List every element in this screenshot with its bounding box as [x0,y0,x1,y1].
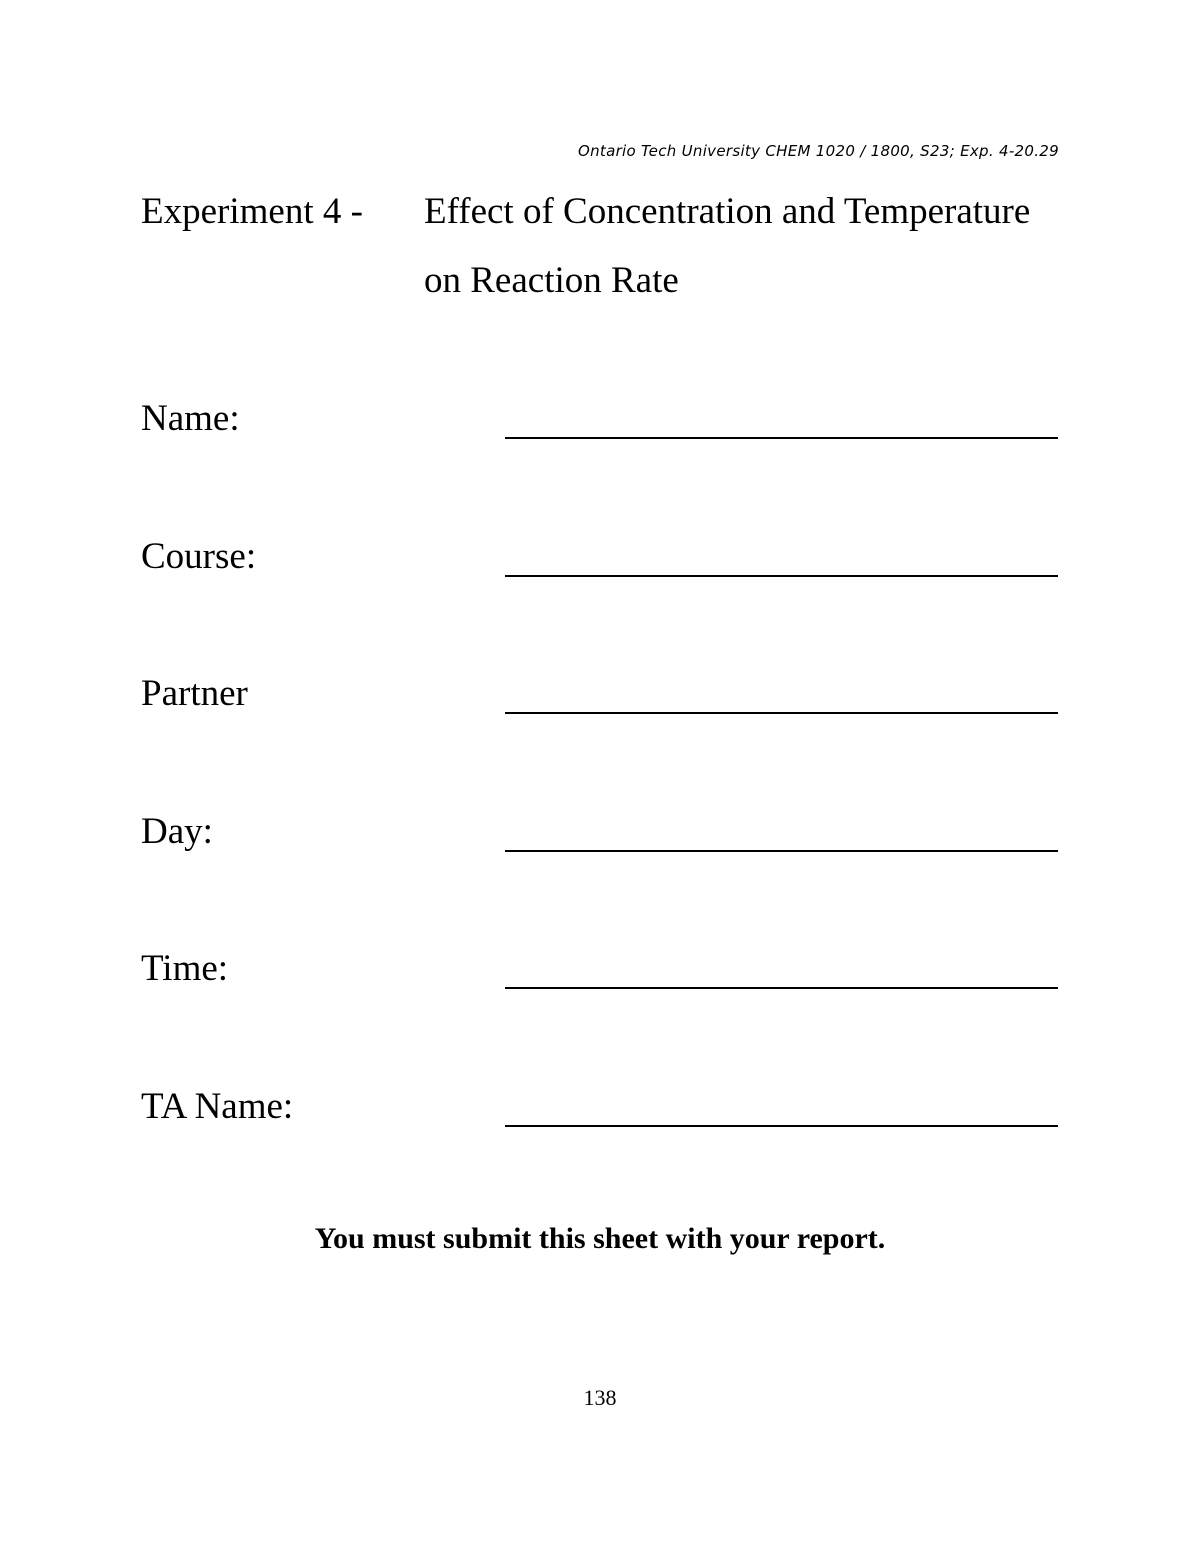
field-label: TA Name: [141,1086,294,1127]
field-ta-name [0,1085,1200,1145]
page-number: 138 [583,1385,617,1410]
field-time [0,947,1200,1007]
field-blank-line[interactable] [505,987,1058,989]
experiment-title-line-1: Effect of Concentration and Temperature [424,191,1031,232]
submit-note: You must submit this sheet with your report. [314,1222,886,1255]
field-blank-line[interactable] [505,712,1058,714]
field-label: Partner [141,673,248,714]
experiment-title-line-2: on Reaction Rate [424,260,679,301]
experiment-label: Experiment 4 - [141,191,363,232]
field-course [0,535,1200,595]
field-blank-line[interactable] [505,1125,1058,1127]
field-label: Day: [141,811,213,852]
field-day [0,810,1200,870]
field-label: Course: [141,536,257,577]
field-name [0,397,1200,457]
field-blank-line[interactable] [505,575,1058,577]
field-blank-line[interactable] [505,850,1058,852]
field-label: Time: [141,948,229,989]
field-partner [0,672,1200,732]
field-blank-line[interactable] [505,437,1058,439]
header-note: Ontario Tech University CHEM 1020 / 1800, S23; Exp. 4-20.29 [577,142,1059,160]
field-label: Name: [141,398,240,439]
